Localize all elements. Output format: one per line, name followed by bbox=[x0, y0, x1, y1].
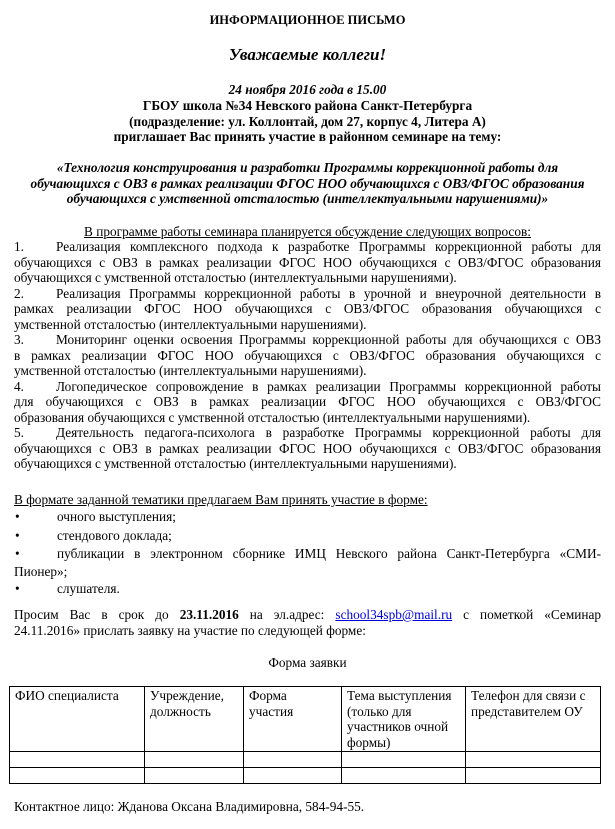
table-cell[interactable] bbox=[466, 752, 601, 768]
topic-line-2: обучающихся с ОВЗ в рамках реализации ФГОС НОО обучающихся с ОВЗ/ФГОС образования bbox=[30, 175, 585, 191]
table-cell[interactable] bbox=[10, 768, 145, 784]
invite-line: приглашает Вас принять участие в районном семинаре на тему: bbox=[113, 129, 502, 144]
topic-line-3: обучающихся с умственной отсталостью (интеллектуальными нарушениями)» bbox=[66, 191, 549, 206]
bullet-icon: • bbox=[15, 509, 20, 524]
email-link[interactable]: school34spb@mail.ru bbox=[335, 607, 453, 622]
participation-item: • очного выступления; bbox=[14, 508, 601, 527]
topic-line-1: «Технология конструирования и разработки Программы коррекционной работы для bbox=[56, 160, 559, 175]
bullet-icon: • bbox=[15, 546, 20, 561]
column-header: ФИО специалиста bbox=[10, 687, 145, 752]
deadline: 23.11.2016 bbox=[179, 607, 239, 622]
table-row bbox=[10, 768, 601, 784]
table-row bbox=[10, 752, 601, 768]
table-cell[interactable] bbox=[244, 752, 342, 768]
program-item: 5. Деятельность педагога-психолога в разработке Программы коррекционной работы для обучающихся с ОВЗ в рамках реализации ФГОС НОО обучающихся с ОВЗ/ФГОС образования обучающихся с умственной отсталостью (интеллектуальными нарушениями). bbox=[14, 425, 601, 471]
table-cell[interactable] bbox=[145, 752, 244, 768]
table-cell[interactable] bbox=[466, 768, 601, 784]
participation-item: • публикации в электронном сборнике ИМЦ Невского района Санкт-Петербурга «СМИ- Пионер»; bbox=[14, 546, 601, 579]
table-cell[interactable] bbox=[244, 768, 342, 784]
contact-line: Контактное лицо: Жданова Оксана Владимировна, 584-94-55. bbox=[14, 799, 365, 814]
seminar-topic bbox=[6, 160, 609, 207]
address-line: (подразделение: ул. Коллонтай, дом 27, корпус 4, Литера А) bbox=[129, 114, 486, 129]
column-header: Телефон для связи с представителем ОУ bbox=[466, 687, 601, 752]
table-cell[interactable] bbox=[342, 768, 466, 784]
bullet-icon: • bbox=[15, 581, 20, 596]
form-title: Форма заявки bbox=[268, 655, 347, 670]
participation-list bbox=[14, 508, 601, 599]
column-header: Учреждение, должность bbox=[145, 687, 244, 752]
participation-item: • стендового доклада; bbox=[14, 527, 601, 546]
program-item: 1. Реализация комплексного подхода к разработке Программы коррекционной работы для обучающихся с ОВЗ в рамках реализации ФГОС НОО обучающихся с ОВЗ/ФГОС образования обучающихся с умственной отсталостью (интеллектуальными нарушениями). bbox=[14, 239, 601, 285]
program-item: 2. Реализация Программы коррекционной работы в урочной и внеурочной деятельности в рамках реализации ФГОС НОО обучающихся с ОВЗ/ФГОС образования обучающихся с умственной отсталостью (интеллектуальными нарушениями). bbox=[14, 285, 601, 332]
program-list bbox=[14, 239, 601, 472]
program-heading: В программе работы семинара планируется обсуждение следующих вопросов: bbox=[84, 224, 531, 239]
date-line: 24 ноября 2016 года в 15.00 bbox=[228, 82, 387, 97]
column-header: Форма участия bbox=[244, 687, 342, 752]
greeting: Уважаемые коллеги! bbox=[228, 45, 387, 64]
school-line: ГБОУ школа №34 Невского района Санкт-Петербурга bbox=[142, 98, 473, 113]
column-header: Тема выступления (только для участников очной формы) bbox=[342, 687, 466, 752]
participation-heading: В формате заданной тематики предлагаем Вам принять участие в форме: bbox=[14, 492, 428, 507]
table-cell[interactable] bbox=[342, 752, 466, 768]
table-cell[interactable] bbox=[10, 752, 145, 768]
doc-title: ИНФОРМАЦИОННОЕ ПИСЬМО bbox=[209, 13, 406, 27]
participation-item: • слушателя. bbox=[14, 580, 601, 599]
application-form-table bbox=[9, 686, 601, 784]
program-item: 3. Мониторинг оценки освоения Программы коррекционной работы для обучающихся с ОВЗ в рамках реализации ФГОС НОО обучающихся с ОВЗ/ФГОС образования обучающихся с умственной отсталостью (интеллектуальными нарушениями). bbox=[14, 332, 601, 378]
table-header-row bbox=[10, 687, 601, 752]
program-item: 4. Логопедическое сопровождение в рамках реализации Программы коррекционной работы для обучающихся с ОВЗ в рамках реализации ФГОС НОО обучающихся с ОВЗ/ФГОС образования обучающихся с умственной отсталостью (интеллектуальными нарушениями). bbox=[14, 378, 601, 425]
table-cell[interactable] bbox=[145, 768, 244, 784]
bullet-icon: • bbox=[15, 527, 20, 543]
request-paragraph: Просим Вас в срок до 23.11.2016 на эл.адрес: school34spb@mail.ru с пометкой «Семинар 24.11.2016» прислать заявку на участие по следующей форме: bbox=[14, 607, 602, 638]
